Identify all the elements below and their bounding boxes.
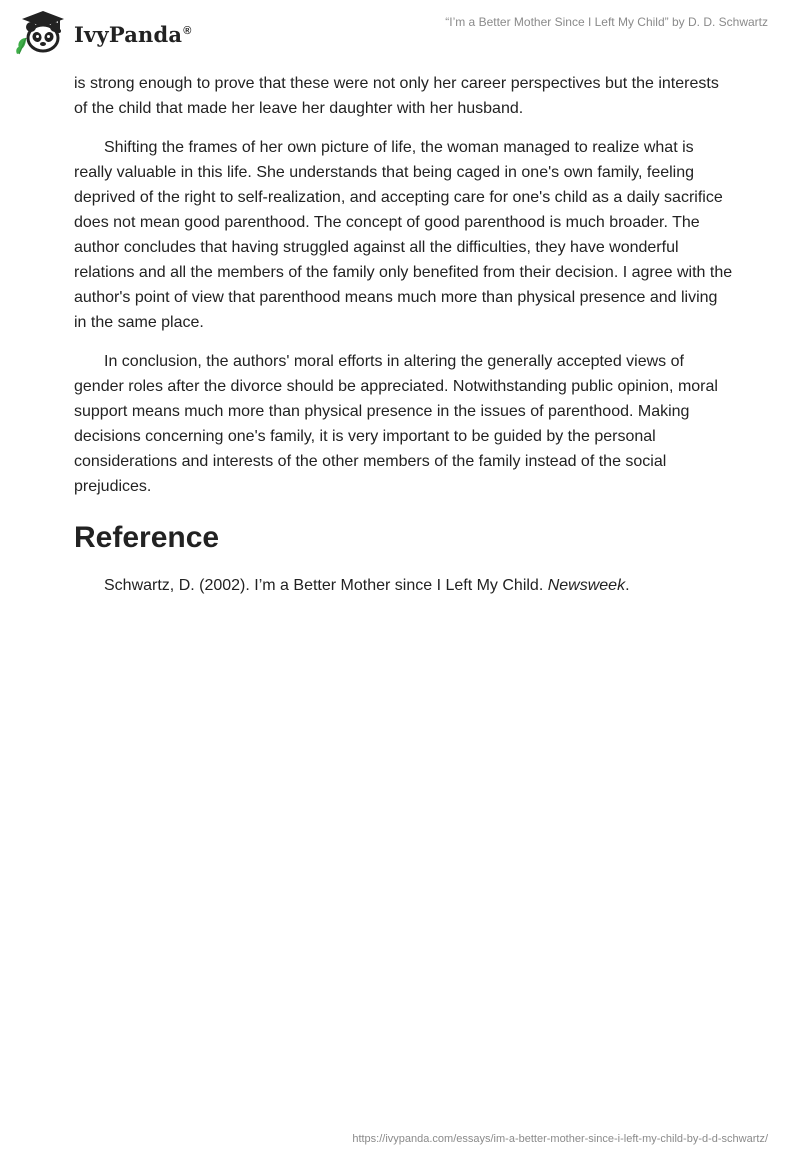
essay-content <box>74 71 734 598</box>
footer-url[interactable]: https://ivypanda.com/essays/im-a-better-mother-since-i-left-my-child-by-d-d-schwartz/ <box>352 1133 768 1145</box>
page-header <box>0 0 800 60</box>
reference-heading: Reference <box>74 521 220 554</box>
logo-wordmark: IvyPanda® <box>74 21 192 47</box>
panda-graduate-icon <box>14 8 66 56</box>
reference-entry: Schwartz, D. (2002). I’m a Better Mother since I Left My Child. Newsweek. <box>104 577 630 594</box>
document-title: “I’m a Better Mother Since I Left My Child” by D. D. Schwartz <box>445 15 768 29</box>
paragraph-body: Shifting the frames of her own picture of life, the woman managed to realize what is really valuable in this life. She understands that being caged in one's own family, feeling deprived of the right to self-realization, and accepting care for one's child as a daily sacrifice does not mean good parenthood. The concept of good parenthood is much broader. The author concludes that having struggled against all the difficulties, they have wonderful relations and all the members of the family only benefited from their decision. I agree with the author's point of view that parenthood means much more than physical presence and living in the same place. <box>74 139 733 331</box>
reference-source: Newsweek <box>547 577 626 594</box>
paragraph-conclusion: In conclusion, the authors' moral efforts in altering the generally accepted views of gender roles after the divorce should be appreciated. Notwithstanding public opinion, moral support means much more than physical presence in the issues of parenthood. Making decisions concerning one's family, it is very important to be guided by the personal considerations and interests of the other members of the family instead of the social prejudices. <box>74 353 718 495</box>
ivypanda-logo[interactable] <box>14 8 192 56</box>
paragraph-continuation: is strong enough to prove that these were not only her career perspectives but the interests of the child that made her leave her daughter with her husband. <box>74 75 719 117</box>
